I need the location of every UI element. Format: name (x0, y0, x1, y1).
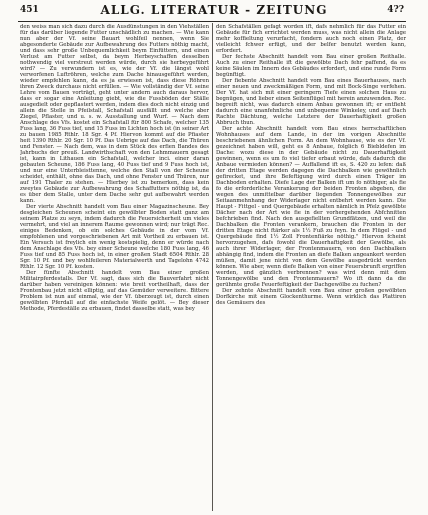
paragraph: den weiss man sich dazu durch die Ausdünstungen in den Viehställen für das darüber liegende Futter unschädlich zu machen. — Wie kann nun aber der Vf. seine Bauart wohlfeil nennen, wenn Sie abgesonderte Gebäude zur Aufbewahrung des Futters nöthig macht, und dass sehr große Unbequemlichkeit beym Einfüttern, und einen Verlust am Futter selbst, da beym Herbeyschaffen desselben nothwendig viel verstreut werden würde, durch sie herbeygeführt wird? — Zu verwundern ist es, wie der Vf. die längst wohl verworfenen Luftröhren, welche zum Dache hinausgeführt werden, wieder empfehlen kann, da es ja erwiesen ist, dass diese Röhren ihren Zweck durchaus nicht erfüllen. — Wie vollständig der Vf. seine Lehre vom Bauen vorträgt, geht unter andern auch daraus hervor, dass er sogar eine Anleitung giebt, wie die Fussböden der Ställe ausgedielt oder gepflastert werden, indem dies doch nicht einzig und allein die Stelle in Pfeilstall, Schafstall ausfällt und welche aber Ziegel, Pflaster, und u. s. w. Ausstallung und Wurf. — Nach dem Anschlage des Vfs. kostet ein Schafstall für 800 Schafe, welcher 135 Fuss lang, 36 Fuss tief, und 15 Fuss im Lichten hoch ist (in seiner Art zu bauen 1985 Rthlr. 18 Sgr. 4 Pf. Hiervon kommt auf die Pfiaster heit 1390 Rthlr. 20 Sgr. 10 Pf. Das Uebrige auf das Dach, die Thüren und Fenster. — Nach dem, was in dem Stück des erfien Bandes des Jahrbuchs der preuß. Landwirthschaft von den Lehmmauern gesagt ist, kann in Lithauen ein Schafstall, welcher inci. einer daran gebauten Scheune, 186 Fuss lang, 40 Fuss tief und 9 Fuss hoch ist, und nur eine Unterbleisttenne, welche den Stall von der Scheune scheidet, enthält, ohne das Dach, und ohne Fenster und Thüren, nur auf 191 Thaler zu stehen. — Hierbey ist zu bemerken, dass kein zweytes Gebäude zur Aufbewahrung des Schaffutters nöthig ist, da es über dem Stalle, unter dem Dache sehr gut aufbewahrt werden kann. (20, 24, 209, 204)
paragraph: den Schafställen gefagt worden ift, dafs nehmlich für das Futter ein Gebäude für fich errichtet werden muss, was nicht allein die Anlage mehr koffieltung verurfacht, fondern auch noch einen Platz, der vielleicht fchwer erfügt, und der belfer benutzt werden kann, erfordert. (216, 24, 406, 54)
page-number-right: 4?? (387, 5, 404, 15)
paragraph: Der fünfte Abschnitt handelt vom Bau einer großen Militairpferdestalls. Der Vf. sagt, dass sich die Bauverfahrt nicht darüber haben vereinigen können: wie breit vortheilhaft, dass der Frontenbau jetzt nicht elliptig, auf das Gemüder verweitere. Bittere Problem ist nun auf einmal, wie der Vf. überzeugt ist, durch einen gewölbten Pferdall auf die einfachste Weife gelöt. — Bey dieser Methode, Pferdeställe zu erbauen, findet dasselbe statt, was bey (20, 270, 209, 312)
page-number-left: 451 (20, 5, 39, 15)
paragraph: Der fiebente Abschnitt handelt vom Bau eines Bauerhauses, nach einer neuen und zweckmäßigen Form, und mit Bock-Singe verfehen. Der Vf. hat sich mit einer geringern Tiefe einen solchen Haus zu begnügen, und lieber einen Seitenflügel mit herein anzuwenden. Rec. begreift nicht, was dadurch einem Anbau gewonnen ift; er entfieht dadurch eine unanfehnliche und unbequeme Winkeley, und auf Dach Rachte Dächtung, welche Letztere der Dauerhaftigkeit großen Abbruch thun. (216, 78, 406, 126)
journal-title: ALLG. LITERATUR - ZEITUNG (100, 3, 328, 17)
right-column (216, 24, 406, 512)
header-rule (18, 21, 406, 22)
paragraph: Der vierte Abschnitt handelt vom Bau einer Magazinscheune. Bey desgleichen Scheunen scheint ein gewölbter Boden statt ganz am seinem Platze zu seyn, indem dadurch die Feuersicherheit um vieles vermehrt, und viel an innerem Raume gewonnen wird; nur trägt Rec. einiges Bedenken, ob ein solches Gebäude in der vom Vf. empfohlenen und vorgeschriebenen Art mit Vortheil zu erbauen ist. Ein Versuch ist freylich ein wenig kostspielig, denn er würde nach dem Anschlage des Vfs. bey einer Scheune welche 180 Fuss lang, 46 Fuss tief und 85 Fuss hoch ist, in einer großen Stadt 6504 Rthlr. 28 Sgr. 10 Pf. und bey wohlfeileren Materialwerth und Tagelohn 4742 Rthlr. 12 Sgr. 10 Pf. kosten. (20, 204, 209, 270)
paragraph: Der fechste Abschnitt handelt vom Bau einer großen Reithalle. Auch zu einer Reithalle ift die gewölbte Dach fehr paffend, da es keine Säulen im Innern des Gebäudes erfordert, und eine runde Form begünftigt. (216, 54, 406, 78)
paragraph: Der achte Abschnitt handelt vom Bau eines herrschaftlichen Wohnhauses auf dem Lande, in der im vorigen Abschnitte beschriebenen ähnlichen Form. An dem Wohnhause, wie es der Vf. gezeichnet haben will, geht es 8 Anbaue, folglich 6 Biebldefen im Dache: wozu diese in der Gebäude nicht zu Dauerhaftigkeit gewinnen, wenn es um fo viel tiefer erbaut würde, dafs dadurch die Anbaue vermieden können? — Auffallend ift es, S. 420 zu lefen: daß der dritten Etage werden dagegen die Dachbalken wie gewöhnlich gefirecket, und ihre Befeftigung wird durch einen Träger im Dachboden erhalten. Diefe Lage der Balken ift um fo nöthiger, als fie fo die erforderliche Verankerung der beiden Fronten abgeben, die wegen des unmittelbar darüber liegenden Tonnengewölbes zur Seitaanmehnhang der Widerlager nicht entbehrt werden kann. Die Haupt - Fittgel - und Quergebäude erhalten nämlich in Pfelz gewölbte Dächer nach der Art wie fie in der vorhergehenden Abfchnitten befchrieben find. Nach den ausgefiellten Grundfätzen, und weil die Dachbalken die Fronten verankern, brauchen die Fronten in der dritten Etage nicht ftärker als 1½ Fuß zu feyn. In dem Flügel - und Quergebäude find 1½ Zoll Frontenfiärke nöthig." Hiervon fcheint hervorzugehen, dafs fowohl die Dauerhaftigkeit der Gewölbe, als auch ihrer Widerlager, der Frontenmauern, von den Dachbalken abhängig find, indem die Fronten an diefe Balken angeankert werden müßen, damit jene nicht von dem Gewölbe ausgedrückt werden können. Wie aber, wenn diefe Balken von einer Feuersbrunft ergriffen werden, und gänzlich verbrennen? was wird denn mit dem Tonnengewölbe und den Frontenmauern? Wo ift dann da die gerühmte große Feuerfeftigkeit der Dachgewölbe zu fuchen? (216, 126, 406, 288)
running-header (0, 3, 428, 21)
column-divider (212, 23, 213, 511)
left-column (20, 24, 209, 512)
paragraph: Der zehnte Abschnitt handelt vom Bau einer großen gewölbten Dorfkirche mit einem Glockenthurme. Wenn wirklich das Plattiren des Gemäuers des (216, 288, 406, 306)
